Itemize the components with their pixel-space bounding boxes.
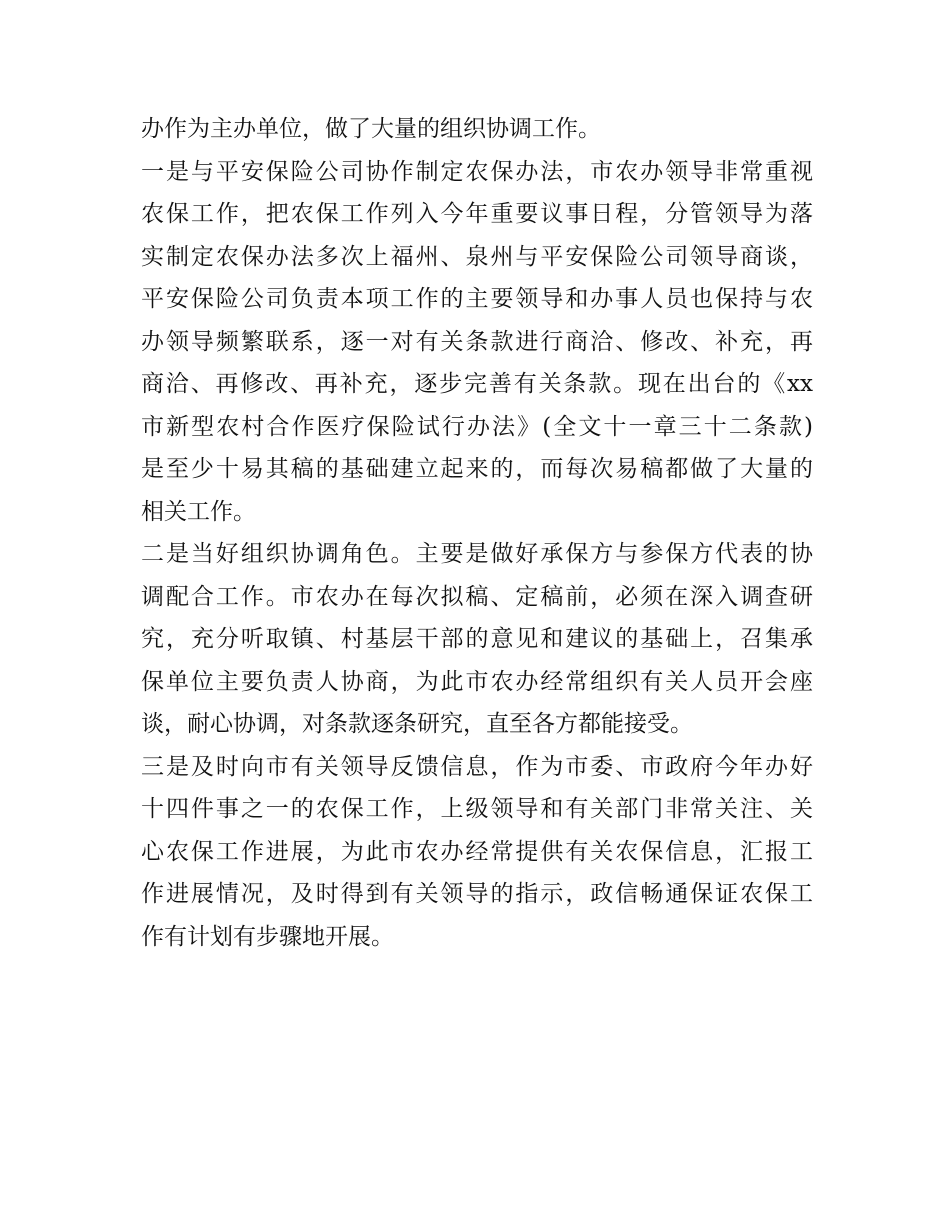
document-body <box>141 108 813 958</box>
paragraph-2-line-6: 商洽、再修改、再补充，逐步完善有关条款。现在出台的《xx <box>141 371 813 397</box>
paragraph-4-line-2: 十四件事之一的农保工作，上级领导和有关部门非常关注、关 <box>141 796 813 822</box>
paragraph-2-line-2: 农保工作，把农保工作列入今年重要议事日程，分管领导为落 <box>141 201 813 227</box>
paragraph-2-line-1: 一是与平安保险公司协作制定农保办法，市农办领导非常重视 <box>141 158 813 185</box>
paragraph-3-line-1: 二是当好组织协调角色。主要是做好承保方与参保方代表的协 <box>141 541 813 567</box>
paragraph-2-line-7: 市新型农村合作医疗保险试行办法》(全文十一章三十二条款) <box>141 413 813 440</box>
paragraph-2-line-9: 相关工作。 <box>141 498 256 525</box>
paragraph-3-line-5: 谈，耐心协调，对条款逐条研究，直至各方都能接受。 <box>141 711 693 737</box>
paragraph-2-line-8: 是至少十易其稿的基础建立起来的，而每次易稿都做了大量的 <box>141 456 813 482</box>
paragraph-3-line-4: 保单位主要负责人协商，为此市农办经常组织有关人员开会座 <box>141 668 813 695</box>
paragraph-2-line-4: 平安保险公司负责本项工作的主要领导和办事人员也保持与农 <box>141 286 813 312</box>
paragraph-3-line-3: 究，充分听取镇、村基层干部的意见和建议的基础上，召集承 <box>141 626 813 652</box>
paragraph-3-line-2: 调配合工作。市农办在每次拟稿、定稿前，必须在深入调查研 <box>141 583 813 610</box>
paragraph-4-line-4: 作进展情况，及时得到有关领导的指示，政信畅通保证农保工 <box>141 881 813 907</box>
paragraph-2-line-5: 办领导频繁联系，逐一对有关条款进行商洽、修改、补充，再 <box>141 328 813 355</box>
paragraph-2-line-3: 实制定农保办法多次上福州、泉州与平安保险公司领导商谈， <box>141 243 813 270</box>
paragraph-4-line-5: 作有计划有步骤地开展。 <box>141 923 394 950</box>
paragraph-4-line-3: 心农保工作进展，为此市农办经常提供有关农保信息，汇报工 <box>141 838 813 865</box>
paragraph-1-line-1: 办作为主办单位，做了大量的组织协调工作。 <box>141 116 601 142</box>
paragraph-4-line-1: 三是及时向市有关领导反馈信息，作为市委、市政府今年办好 <box>141 753 813 780</box>
